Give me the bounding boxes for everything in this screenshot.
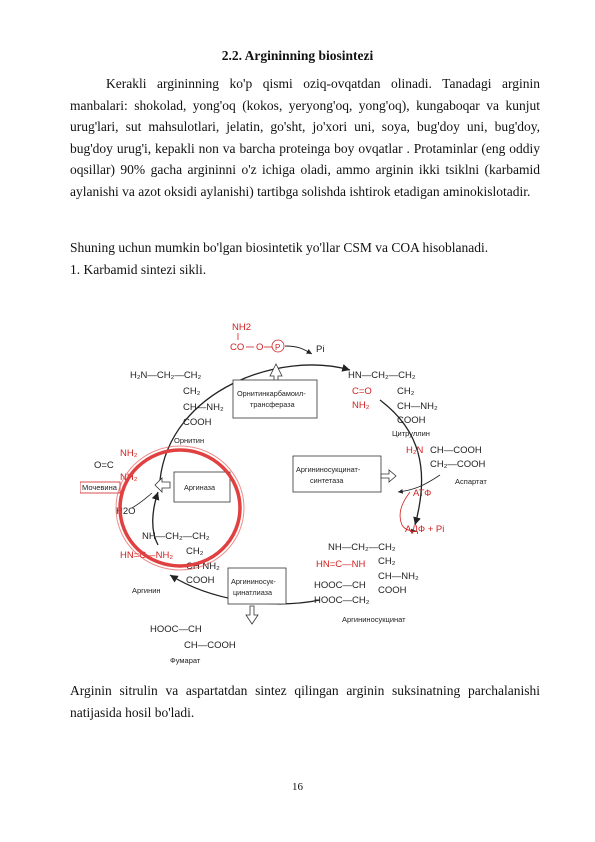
urea-cycle-svg xyxy=(80,310,540,670)
urea-label: Мочевина xyxy=(82,483,117,492)
enzyme-asl-line1: Аргининосук- xyxy=(231,577,276,586)
carbamoyl-nh2: NH2 xyxy=(232,322,252,333)
svg-text:HOOC—CH: HOOC—CH xyxy=(314,580,366,591)
svg-text:HOOC—CH: HOOC—CH xyxy=(150,624,202,635)
h2o-label: H2O xyxy=(116,506,136,517)
aspartate-label: Аспартат xyxy=(455,477,487,486)
page-number: 16 xyxy=(292,781,303,793)
enzyme-otc-line1: Орнитинкарбамоил- xyxy=(237,389,306,398)
svg-text:NH₂: NH₂ xyxy=(120,472,138,483)
urea-cycle-diagram xyxy=(80,310,540,670)
carbamoyl-p: P xyxy=(275,343,281,352)
svg-text:HOOC—CH₂: HOOC—CH₂ xyxy=(314,595,370,606)
svg-text:NH—CH₂—CH₂: NH—CH₂—CH₂ xyxy=(142,531,210,542)
svg-text:CH₂—COOH: CH₂—COOH xyxy=(430,459,486,470)
adp-pi-label: АДФ + Pi xyxy=(405,524,445,535)
svg-text:NH₂: NH₂ xyxy=(352,400,370,411)
svg-text:CH—COOH: CH—COOH xyxy=(184,640,236,651)
svg-text:HN=C—NH₂: HN=C—NH₂ xyxy=(120,550,174,561)
svg-text:CH₂: CH₂ xyxy=(378,556,396,567)
intro-paragraph: Kerakli argininning ko'p qismi oziq-ovqatdan olinadi. Tanadagi arginin manbalari: shokolad, yong'oq (kokos, yeryong'oq, yong'oq), kungaboqar va kunjut urug'lari, sut mahsulotlari, jelatin, go'sht, jo'xori uni, soya, bug'doy uni, bug'doy, bug'doy urug'i, kepakli non va barcha proteinga boy ovqatlar . Protaminlar (eng oddiy oqsillar) 90% gacha argininni o'z ichiga oladi, ammo arginin ikki tsiklni (karbamid aylanishi va azot oksidi aylanishi) tartibga solishda ishtirok etadigan aminokislotadir. xyxy=(70,76,540,199)
svg-text:CH—NH₂: CH—NH₂ xyxy=(183,402,224,413)
arginine-label: Аргинин xyxy=(132,586,161,595)
atp-label: АТФ xyxy=(413,488,432,499)
section-title: 2.2. Argininning biosintezi xyxy=(221,48,374,63)
svg-text:HN—CH₂—CH₂: HN—CH₂—CH₂ xyxy=(348,370,416,381)
csm-coa-line: Shuning uchun mumkin bo'lgan biosintetik yo'llar CSM va COA hisoblanadi. xyxy=(70,240,489,255)
argininosuccinate-label: Аргининосукцинат xyxy=(342,615,406,624)
svg-text:CH—NH₂: CH—NH₂ xyxy=(378,571,419,582)
svg-text:COOH: COOH xyxy=(183,417,212,428)
svg-text:CH₂: CH₂ xyxy=(186,546,204,557)
carbamoyl-o: O xyxy=(256,342,264,353)
enzyme-otc-line2: трансфераза xyxy=(250,400,295,409)
svg-text:CH₂: CH₂ xyxy=(183,386,201,397)
fumarate-label: Фумарат xyxy=(170,656,201,665)
enzyme-ass-line1: Аргининосукцинат- xyxy=(296,465,361,474)
svg-text:HN=C—NH: HN=C—NH xyxy=(316,559,366,570)
citrulline-label: Цитруллин xyxy=(392,429,430,438)
pi-top: Pi xyxy=(316,344,325,355)
ornithine-label: Орнитин xyxy=(174,436,205,445)
arginase-highlight-circle xyxy=(120,450,240,566)
svg-text:H₂N: H₂N xyxy=(406,445,424,456)
enzyme-asl-line2: цинатлиаза xyxy=(233,588,273,597)
closing-paragraph: Arginin sitrulin va aspartatdan sintez qilingan arginin suksinatning parchalanishi natijasida hosil bo'ladi. xyxy=(70,683,540,720)
svg-text:C=O: C=O xyxy=(352,386,372,397)
svg-text:NH—CH₂—CH₂: NH—CH₂—CH₂ xyxy=(328,542,396,553)
svg-text:O=C: O=C xyxy=(94,460,114,471)
svg-text:COOH: COOH xyxy=(186,575,215,586)
svg-text:NH₂: NH₂ xyxy=(120,448,138,459)
svg-text:COOH: COOH xyxy=(378,585,407,596)
svg-text:H₂N—CH₂—CH₂: H₂N—CH₂—CH₂ xyxy=(130,370,202,381)
svg-text:CH₂: CH₂ xyxy=(397,386,415,397)
urea-cycle-heading: 1. Karbamid sintezi sikli. xyxy=(70,262,207,277)
enzyme-arginase-label: Аргиназа xyxy=(184,483,216,492)
carbamoyl-co: CO xyxy=(230,342,245,353)
svg-text:CH NH₂: CH NH₂ xyxy=(186,561,220,572)
svg-text:CH—NH₂: CH—NH₂ xyxy=(397,401,438,412)
svg-text:COOH: COOH xyxy=(397,415,426,426)
svg-text:CH—COOH: CH—COOH xyxy=(430,445,482,456)
enzyme-ass-line2: синтетаза xyxy=(310,476,344,485)
